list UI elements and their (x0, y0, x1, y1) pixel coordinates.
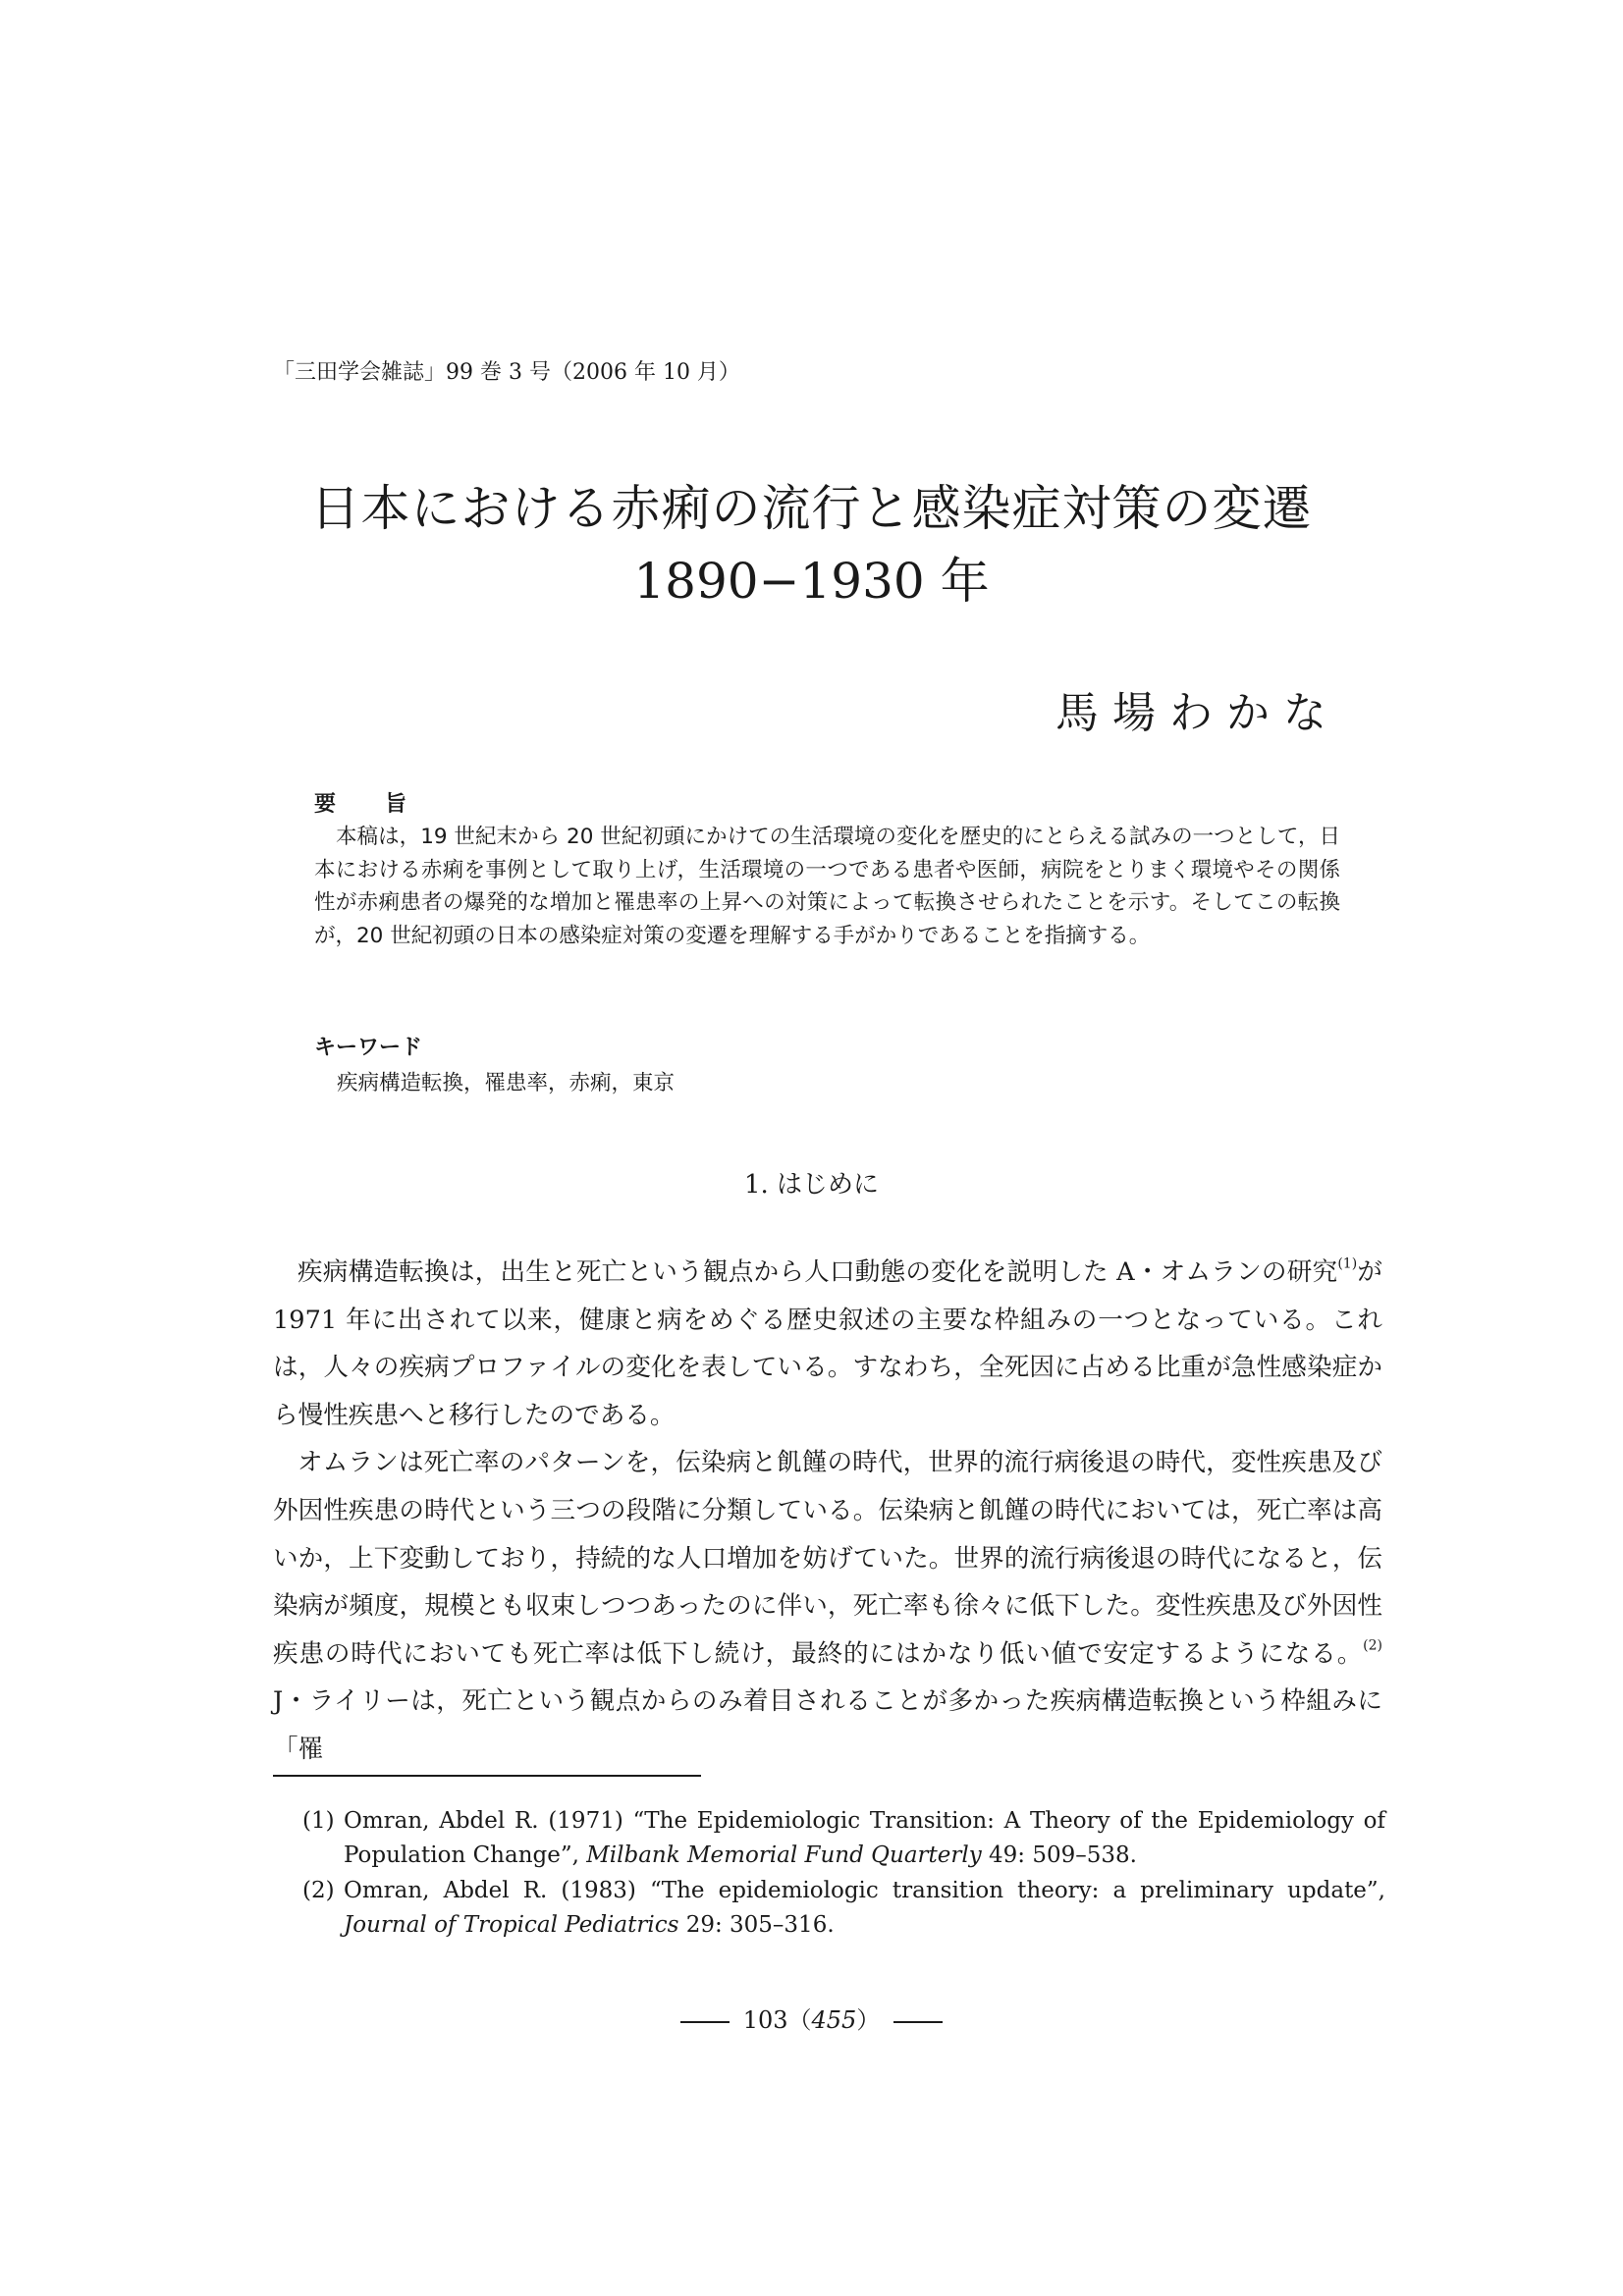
keywords-heading: キーワード (314, 1036, 423, 1060)
paragraph-text: 疾病構造転換は，出生と死亡という観点から人口動態の変化を説明した A・オムランの研究 (298, 1257, 1338, 1287)
page-footer: 103（455） (0, 2001, 1623, 2035)
paragraph (273, 1439, 1382, 1773)
section-heading: 1. はじめに (743, 1170, 880, 1200)
paragraph-text: が 1971 年に出されて以来，健康と病をめぐる歴史叙述の主要な枠組みの一つとなっている。これは，人々の疾病プロファイルの変化を表している。すなわち，全死因に占める比重が急性感染症から慢性疾患へと移行したのである。 (273, 1257, 1382, 1430)
article-subtitle-years: 1890−1930 年 (633, 553, 990, 610)
footnote (302, 1804, 1385, 1873)
footnote-text (344, 1804, 1385, 1873)
footer-dash-right (893, 2021, 943, 2023)
footnote-ref[interactable]: (2) (1363, 1637, 1382, 1654)
footer-dash-left (680, 2021, 730, 2023)
abstract-heading-char-1: 要 (314, 792, 337, 817)
footnote-divider (273, 1775, 701, 1777)
footnote-number: (2) (302, 1878, 335, 1903)
footnote-text (344, 1874, 1385, 1943)
footnote-journal: Journal of Tropical Pediatrics (344, 1912, 679, 1938)
paragraph-text: J・ライリーは，死亡という観点からのみ着目されることが多かった疾病構造転換という枠組みに「罹 (273, 1686, 1382, 1764)
footnote-journal: Milbank Memorial Fund Quarterly (586, 1842, 982, 1868)
paragraph (273, 1249, 1382, 1439)
footnote-ref[interactable]: (1) (1337, 1255, 1358, 1272)
footnote-citation: Omran, Abdel R. (1983) “The epidemiologic transition theory: a preliminary update”, (344, 1878, 1385, 1903)
footnote-citation: Omran, Abdel R. (1971) “The Epidemiologic Transition: A Theory of the Epidemiology of Population Change”, (344, 1808, 1385, 1868)
journal-citation: 「三田学会雑誌」99 巻 3 号（2006 年 10 月） (273, 360, 740, 385)
paragraph-text: オムランは死亡率のパターンを，伝染病と飢饉の時代，世界的流行病後退の時代，変性疾患及び外因性疾患の時代という三つの段階に分類している。伝染病と飢饉の時代においては，死亡率は高いか，上下変動しており，持続的な人口増加を妨げていた。世界的流行病後退の時代になると，伝染病が頻度，規模とも収束しつつあったのに伴い，死亡率も徐々に低下した。変性疾患及び外因性疾患の時代においても死亡率は低下し続け，最終的にはかなり低い値で安定するようになる。 (273, 1448, 1382, 1669)
footnote (302, 1874, 1385, 1943)
footnotes (302, 1804, 1385, 1944)
abstract-heading (314, 787, 456, 818)
footnote-pages: 29: 305–316. (678, 1912, 835, 1938)
footnote-number: (1) (302, 1808, 335, 1834)
abstract-heading-char-2: 旨 (385, 792, 407, 817)
page-number: 103 (742, 2006, 788, 2034)
keywords-list: 疾病構造転換，罹患率，赤痢，東京 (337, 1071, 676, 1095)
volume-page-number: 455 (811, 2006, 857, 2034)
footnote-pages: 49: 509–538. (981, 1842, 1137, 1868)
abstract-text: 本稿は，19 世紀末から 20 世紀初頭にかけての生活環境の変化を歴史的にとらえる試みの一つとして，日本における赤痢を事例として取り上げ，生活環境の一つである患者や医師，病院をとりまく環境やその関係性が赤痢患者の爆発的な増加と罹患率の上昇への対策によって転換させられたことを示す。そしてこの転換が，20 世紀初頭の日本の感染症対策の変遷を理解する手がかりであることを指摘する。 (314, 825, 1340, 948)
body-text (273, 1249, 1382, 1774)
article-title: 日本における赤痢の流行と感染症対策の変遷 (310, 480, 1313, 537)
author-name: 馬場わかな (1055, 688, 1340, 738)
